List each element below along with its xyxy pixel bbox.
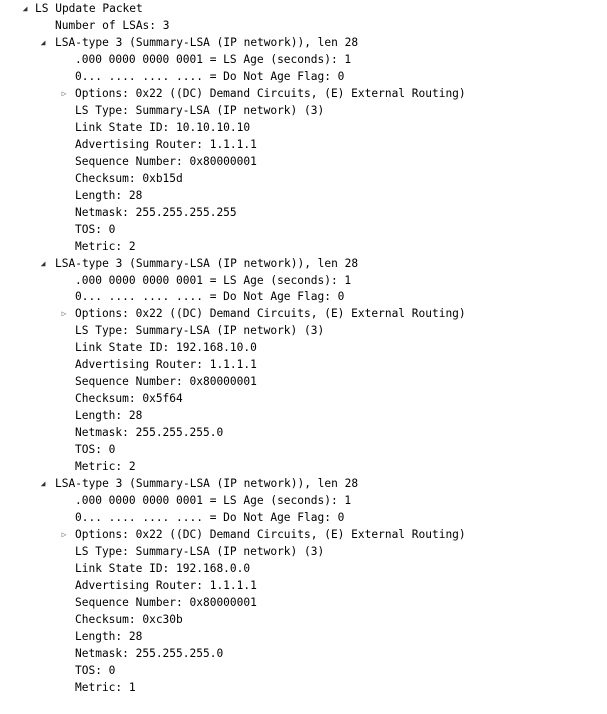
tree-leaf-label: Sequence Number: 0x80000001 [75,375,257,389]
tree-node-options[interactable] [0,306,607,323]
tree-leaf-advertising-router[interactable] [0,137,607,154]
expanded-triangle-icon[interactable]: ◢ [40,37,46,47]
tree-leaf-link-state-id[interactable] [0,340,607,357]
tree-leaf-label: Metric: 2 [75,460,136,474]
tree-leaf-sequence-number[interactable] [0,595,607,612]
tree-node-label: LSA-type 3 (Summary-LSA (IP network)), len 28 [55,256,359,270]
tree-node-options[interactable] [0,527,607,544]
tree-node-label: Options: 0x22 ((DC) Demand Circuits, (E) External Routing) [75,86,466,100]
tree-leaf-tos[interactable] [0,663,607,680]
tree-leaf-label: Metric: 1 [75,680,136,694]
tree-node-label: LSA-type 3 (Summary-LSA (IP network)), len 28 [55,477,359,491]
tree-node-lsa-1[interactable] [0,35,607,52]
tree-leaf-label: Checksum: 0xb15d [75,171,183,185]
tree-node-label: LSA-type 3 (Summary-LSA (IP network)), len 28 [55,35,359,49]
collapsed-triangle-icon[interactable]: ▷ [61,530,67,540]
tree-leaf-length[interactable] [0,408,607,425]
tree-leaf-tos[interactable] [0,442,607,459]
tree-node-label: LS Update Packet [35,2,143,15]
tree-leaf-checksum[interactable] [0,171,607,188]
tree-leaf-do-not-age-flag[interactable] [0,69,607,86]
tree-leaf-link-state-id[interactable] [0,561,607,578]
tree-leaf-ls-age[interactable] [0,273,607,290]
tree-leaf-label: Number of LSAs: 3 [55,18,170,32]
tree-leaf-label: 0... .... .... .... = Do Not Age Flag: 0 [75,290,345,304]
tree-node-options[interactable] [0,86,607,103]
tree-leaf-ls-age[interactable] [0,52,607,69]
tree-leaf-label: LS Type: Summary-LSA (IP network) (3) [75,545,325,558]
tree-leaf-tos[interactable] [0,222,607,239]
tree-leaf-label: Advertising Router: 1.1.1.1 [75,578,257,592]
tree-leaf-label: TOS: 0 [75,222,116,236]
tree-leaf-netmask[interactable] [0,646,607,663]
collapsed-triangle-icon[interactable]: ▷ [61,88,67,98]
tree-leaf-label: Sequence Number: 0x80000001 [75,595,257,609]
tree-leaf-metric[interactable] [0,459,607,476]
tree-leaf-label: .000 0000 0000 0001 = LS Age (seconds): 1 [75,494,352,508]
tree-leaf-label: Sequence Number: 0x80000001 [75,154,257,168]
tree-leaf-label: Netmask: 255.255.255.255 [75,205,237,219]
tree-node-label: Options: 0x22 ((DC) Demand Circuits, (E) External Routing) [75,307,466,321]
tree-leaf-netmask[interactable] [0,205,607,222]
tree-leaf-label: Length: 28 [75,409,143,423]
tree-node-label: Options: 0x22 ((DC) Demand Circuits, (E) External Routing) [75,528,466,542]
tree-leaf-sequence-number[interactable] [0,374,607,391]
tree-leaf-label: Link State ID: 10.10.10.10 [75,120,251,134]
tree-leaf-metric[interactable] [0,239,607,256]
tree-node-lsa-2[interactable] [0,256,607,273]
tree-leaf-advertising-router[interactable] [0,357,607,374]
tree-leaf-sequence-number[interactable] [0,154,607,171]
tree-leaf-ls-type[interactable] [0,544,607,561]
tree-leaf-ls-age[interactable] [0,493,607,510]
tree-leaf-label: Advertising Router: 1.1.1.1 [75,137,257,151]
expanded-triangle-icon[interactable]: ◢ [22,4,28,13]
tree-leaf-label: LS Type: Summary-LSA (IP network) (3) [75,103,325,117]
tree-leaf-label: .000 0000 0000 0001 = LS Age (seconds): 1 [75,52,352,66]
tree-leaf-label: TOS: 0 [75,663,116,677]
tree-leaf-label: .000 0000 0000 0001 = LS Age (seconds): 1 [75,273,352,287]
tree-leaf-checksum[interactable] [0,612,607,629]
tree-leaf-netmask[interactable] [0,425,607,442]
tree-leaf-label: Link State ID: 192.168.10.0 [75,341,257,355]
tree-leaf-do-not-age-flag[interactable] [0,289,607,306]
tree-leaf-label: Length: 28 [75,188,143,202]
tree-leaf-length[interactable] [0,188,607,205]
tree-leaf-label: Length: 28 [75,629,143,643]
tree-leaf-ls-type[interactable] [0,323,607,340]
tree-leaf-link-state-id[interactable] [0,120,607,137]
expanded-triangle-icon[interactable]: ◢ [40,258,46,268]
collapsed-triangle-icon[interactable]: ▷ [61,309,67,319]
tree-leaf-label: Link State ID: 192.168.0.0 [75,561,251,575]
tree-leaf-label: Metric: 2 [75,239,136,253]
expanded-triangle-icon[interactable]: ◢ [40,479,46,489]
tree-leaf-label: 0... .... .... .... = Do Not Age Flag: 0 [75,511,345,525]
tree-node-ls-update-packet[interactable] [0,1,607,18]
tree-leaf-length[interactable] [0,629,607,646]
tree-leaf-label: TOS: 0 [75,443,116,457]
tree-leaf-number-of-lsas[interactable] [0,18,607,35]
tree-leaf-ls-type[interactable] [0,103,607,120]
tree-leaf-label: Checksum: 0xc30b [75,612,183,626]
tree-leaf-do-not-age-flag[interactable] [0,510,607,527]
tree-leaf-label: LS Type: Summary-LSA (IP network) (3) [75,324,325,338]
tree-leaf-label: Advertising Router: 1.1.1.1 [75,358,257,372]
tree-leaf-label: Checksum: 0x5f64 [75,392,183,406]
packet-details-tree [0,1,607,697]
tree-leaf-checksum[interactable] [0,391,607,408]
tree-leaf-advertising-router[interactable] [0,578,607,595]
tree-leaf-label: Netmask: 255.255.255.0 [75,426,224,440]
tree-leaf-label: Netmask: 255.255.255.0 [75,646,224,660]
tree-leaf-label: 0... .... .... .... = Do Not Age Flag: 0 [75,69,345,83]
tree-leaf-metric[interactable] [0,680,607,697]
tree-node-lsa-3[interactable] [0,476,607,493]
